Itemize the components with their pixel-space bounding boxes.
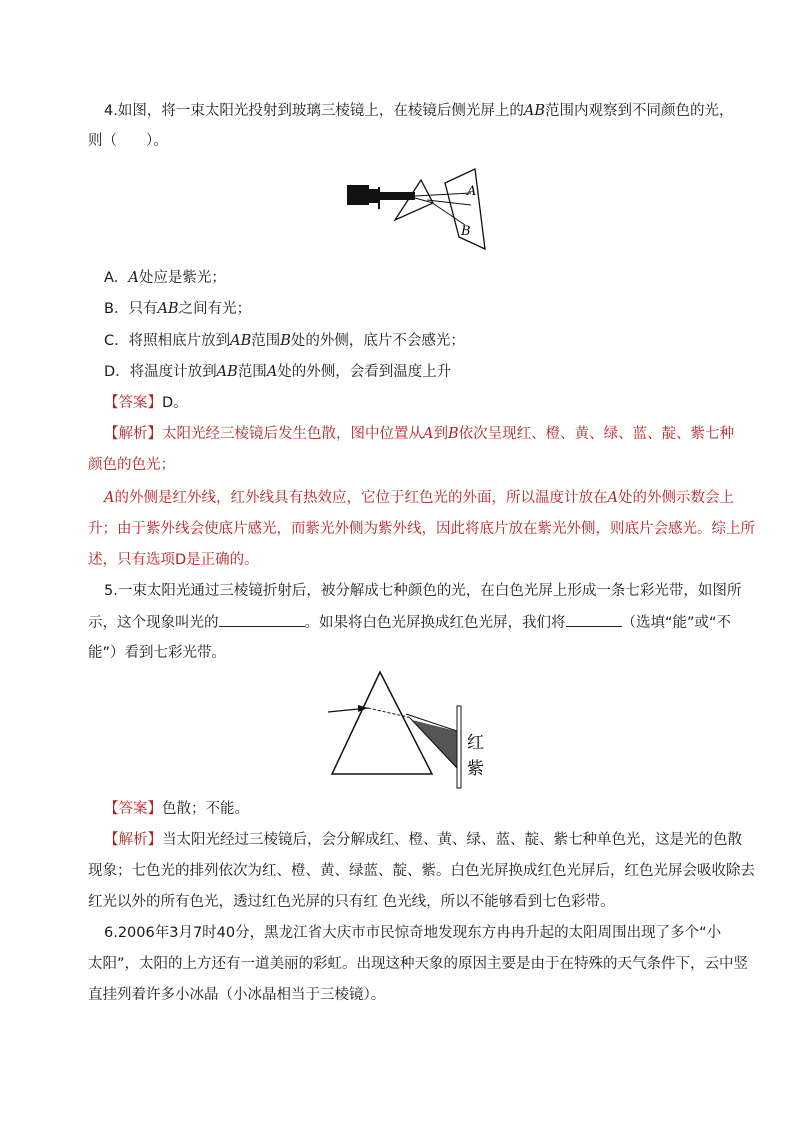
q6-stem-line-1: 6.2006年3月7时40分，黑龙江省大庆市市民惊奇地发现东方冉冉升起的太阳周围出现了多个“小 xyxy=(104,925,722,941)
answer-blank-2[interactable] xyxy=(566,612,622,627)
q4-answer: 【答案】D。 xyxy=(104,395,188,411)
q5-analysis-line-2: 现象；七色光的排列依次为红、橙、黄、绿蓝、靛、紫。白色光屏换成红色光屏后，红色光屏会吸收除去 xyxy=(88,863,755,879)
q4-stem-line-1: 4.如图，将一束太阳光投射到玻璃三棱镜上，在棱镜后侧光屏上的AB范围内观察到不同颜色的光， xyxy=(104,103,734,119)
q5-analysis-line-3: 红光以外的所有色光，透过红色光屏的只有红 色光线，所以不能够看到七色彩带。 xyxy=(88,894,615,910)
q5-answer: 【答案】色散；不能。 xyxy=(104,801,249,817)
q4-analysis-line-3: A的外侧是红外线，红外线具有热效应，它位于红色光的外面，所以温度计放在A处的外侧示数会上 xyxy=(104,490,734,506)
q4-option-c: C．将照相底片放到AB范围B处的外侧，底片不会感光； xyxy=(104,333,465,349)
q4-option-b: B．只有AB之间有光； xyxy=(104,301,252,317)
fig-label-red: 红 xyxy=(467,733,484,753)
q4-option-a: A．A处应是紫光； xyxy=(104,270,226,286)
q4-analysis-line-1: 【解析】太阳光经三棱镜后发生色散，图中位置从A到B依次呈现红、橙、黄、绿、蓝、靛、紫七种 xyxy=(104,426,735,442)
prism-figure-1 xyxy=(345,165,490,255)
answer-blank-1[interactable] xyxy=(219,612,305,627)
q4-analysis-line-5: 述，只有选项D是正确的。 xyxy=(88,552,259,568)
q5-stem-line-2: 示，这个现象叫光的 。如果将白色光屏换成红色光屏，我们将 （选填“能”或“不 xyxy=(88,612,731,633)
q4-stem-line-2: 则（ ）。 xyxy=(88,133,168,149)
q5-stem-line-1: 5.一束太阳光通过三棱镜折射后，被分解成七种颜色的光，在白色光屏上形成一条七彩光带，如图所 xyxy=(104,583,742,599)
q4-option-d: D．将温度计放到AB范围A处的外侧，会看到温度上升 xyxy=(104,364,452,380)
fig-label-a: A xyxy=(467,184,477,199)
q4-analysis-line-2: 颜色的色光； xyxy=(88,457,175,473)
q5-analysis-line-1: 【解析】当太阳光经过三棱镜后，会分解成红、橙、黄、绿、蓝、靛、紫七种单色光，这是光的色散 xyxy=(104,832,742,848)
prism-figure-2 xyxy=(328,668,493,790)
fig-label-b: B xyxy=(461,224,471,239)
fig-label-purple: 紫 xyxy=(467,759,484,779)
q5-stem-line-3: 能”）看到七彩光带。 xyxy=(88,645,227,661)
q6-stem-line-2: 太阳”，太阳的上方还有一道美丽的彩虹。出现这种天象的原因主要是由于在特殊的天气条件下，云中竖 xyxy=(88,956,749,972)
q4-analysis-line-4: 升；由于紫外线会使底片感光，而紫光外侧为紫外线，因此将底片放在紫光外侧，则底片会感光。综上所 xyxy=(88,521,755,537)
q6-stem-line-3: 直挂列着许多小冰晶（小冰晶相当于三棱镜）。 xyxy=(88,987,386,1003)
